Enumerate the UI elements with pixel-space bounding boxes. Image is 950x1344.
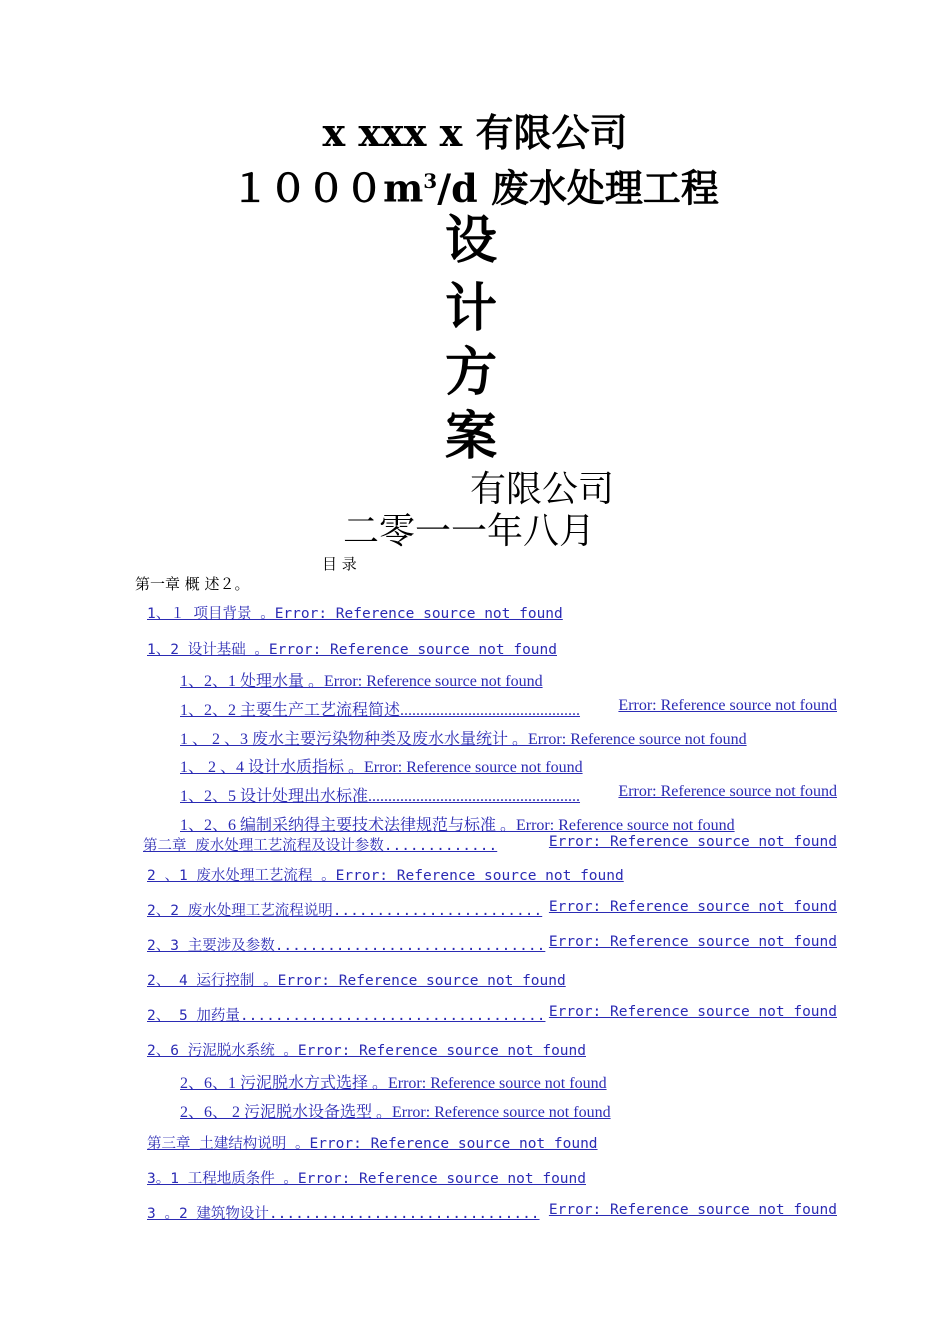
toc-entry-page-ref[interactable]: Error: Reference source not found xyxy=(548,899,837,915)
toc-entry[interactable]: 3。1 工程地质条件 。Error: Reference source not found xyxy=(147,1171,586,1187)
toc-entry[interactable]: 2、6、 2 污泥脱水设备选型 。Error: Reference source not found xyxy=(180,1104,611,1121)
toc-entry[interactable]: 1、 2 、4 设计水质指标 。Error: Reference source not found xyxy=(180,759,583,776)
project-title xyxy=(0,158,950,212)
company-name: 有限公司 xyxy=(470,469,615,510)
toc-entry[interactable]: 第三章 土建结构说明 。Error: Reference source not found xyxy=(147,1136,598,1152)
toc-entry[interactable]: 2、6、1 污泥脱水方式选择 。Error: Reference source not found xyxy=(180,1075,607,1092)
project-title-sup: 3 xyxy=(423,169,438,193)
company-title: x xxx x 有限公司 xyxy=(322,110,628,155)
toc-entry[interactable]: 1、１ 项目背景 。Error: Reference source not found xyxy=(147,606,563,622)
toc-entry[interactable]: 1、2、2 主要生产工艺流程简述............................................. xyxy=(180,702,581,719)
toc-entry[interactable]: 1 、 2 、3 废水主要污染物种类及废水水量统计 。Error: Reference source not found xyxy=(180,731,747,748)
toc-entry-page-ref[interactable]: Error: Reference source not found xyxy=(548,1004,837,1020)
toc-entry-page-ref[interactable]: Error: Reference source not found xyxy=(618,697,837,714)
toc-entry[interactable]: 3 。2 建筑物设计............................... xyxy=(147,1206,540,1222)
toc-entry[interactable]: 2、6 污泥脱水系统 。Error: Reference source not found xyxy=(147,1043,586,1059)
project-title-suffix: /d 废水处理工程 xyxy=(437,165,719,211)
toc-entry[interactable]: 1、2、1 处理水量 。Error: Reference source not found xyxy=(180,673,543,690)
toc-entry-page-ref[interactable]: Error: Reference source not found xyxy=(548,934,837,950)
toc-entry[interactable]: 第二章 废水处理工艺流程及设计参数............. xyxy=(143,838,498,854)
toc-entry-page-ref[interactable]: Error: Reference source not found xyxy=(548,1202,837,1218)
toc-entry[interactable]: 2、 5 加药量................................... xyxy=(147,1008,546,1024)
toc-entry[interactable]: 2、 4 运行控制 。Error: Reference source not found xyxy=(147,973,566,989)
design-char-1: 设 xyxy=(445,210,498,271)
toc-chapter-1: 第一章 概 述２。 xyxy=(135,575,250,593)
toc-entry[interactable]: 1、2、5 设计处理出水标准..................................................... xyxy=(180,788,581,805)
project-title-prefix: １０００m xyxy=(231,165,424,211)
design-char-4: 案 xyxy=(445,406,498,467)
toc-entry[interactable]: 2、2 废水处理工艺流程说明........................ xyxy=(147,903,543,919)
design-char-2: 计 xyxy=(445,278,498,339)
toc-entry[interactable]: 2、3 主要涉及参数............................... xyxy=(147,938,546,954)
toc-entry[interactable]: 1、2、6 编制采纳得主要技术法律规范与标准 。Error: Reference source not found xyxy=(180,817,735,834)
toc-entry[interactable]: 2 、1 废水处理工艺流程 。Error: Reference source not found xyxy=(147,868,624,884)
design-char-3: 方 xyxy=(445,342,498,403)
document-date: 二零一一年八月 xyxy=(343,511,596,552)
toc-entry-page-ref[interactable]: Error: Reference source not found xyxy=(548,834,837,850)
toc-entry-page-ref[interactable]: Error: Reference source not found xyxy=(618,783,837,800)
toc-title: 目 录 xyxy=(322,555,357,573)
toc-entry[interactable]: 1、2 设计基础 。Error: Reference source not found xyxy=(147,642,557,658)
